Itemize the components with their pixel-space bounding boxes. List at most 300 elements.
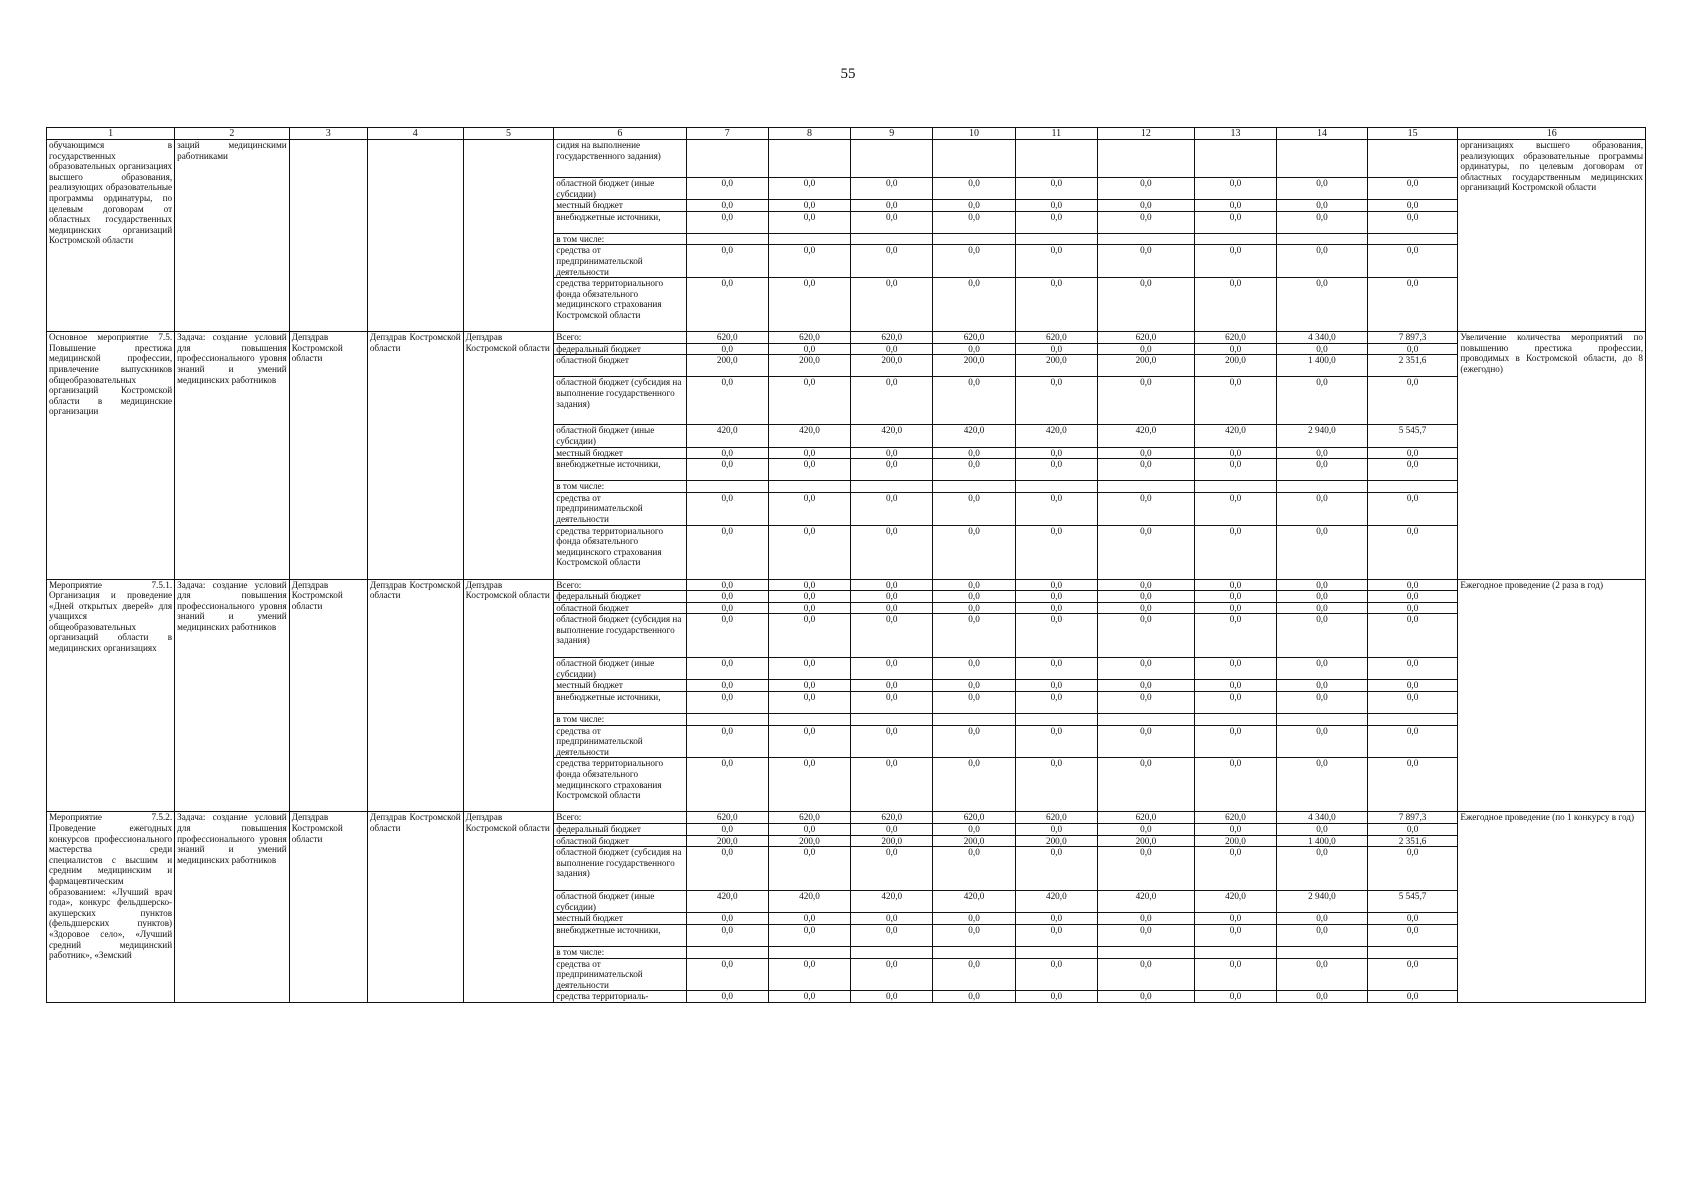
column-number: 2 xyxy=(175,128,290,140)
amount-cell: 0,0 xyxy=(933,913,1015,925)
amount-cell: 0,0 xyxy=(851,579,933,591)
amount-cell: 0,0 xyxy=(1097,492,1194,525)
amount-cell xyxy=(768,140,850,178)
amount-cell: 0,0 xyxy=(933,211,1015,233)
column-number: 8 xyxy=(768,128,850,140)
amount-cell: 0,0 xyxy=(1015,447,1097,459)
column-number: 16 xyxy=(1458,128,1646,140)
amount-cell: 0,0 xyxy=(933,492,1015,525)
amount-cell: 0,0 xyxy=(768,525,850,579)
amount-cell: 0,0 xyxy=(933,278,1015,332)
amount-cell: 0,0 xyxy=(1194,725,1276,758)
amount-cell xyxy=(851,947,933,959)
amount-cell: 0,0 xyxy=(768,692,850,714)
funding-source-cell: областной бюджет xyxy=(554,355,686,377)
amount-cell: 0,0 xyxy=(768,377,850,425)
amount-cell: 0,0 xyxy=(768,847,850,891)
task-cell: заций медицинскими работниками xyxy=(175,140,290,332)
amount-cell: 0,0 xyxy=(1097,278,1194,332)
amount-cell: 0,0 xyxy=(851,925,933,947)
funding-source-cell: в том числе: xyxy=(554,947,686,959)
amount-cell: 0,0 xyxy=(933,925,1015,947)
amount-cell: 620,0 xyxy=(1015,812,1097,824)
amount-cell: 0,0 xyxy=(686,591,768,603)
participant-cell: Депздрав Костромской области xyxy=(463,579,554,812)
amount-cell: 0,0 xyxy=(686,680,768,692)
amount-cell: 0,0 xyxy=(686,447,768,459)
amount-cell: 0,0 xyxy=(1367,991,1458,1003)
funding-source-cell: средства территориаль- xyxy=(554,991,686,1003)
amount-cell: 0,0 xyxy=(933,958,1015,991)
amount-cell: 0,0 xyxy=(1277,492,1368,525)
amount-cell: 0,0 xyxy=(933,447,1015,459)
amount-cell: 200,0 xyxy=(851,355,933,377)
funding-source-cell: областной бюджет (субсидия на выполнение государственного задания) xyxy=(554,377,686,425)
funding-source-cell: федеральный бюджет xyxy=(554,591,686,603)
amount-cell: 0,0 xyxy=(1194,913,1276,925)
amount-cell xyxy=(768,714,850,726)
column-number: 10 xyxy=(933,128,1015,140)
amount-cell: 0,0 xyxy=(851,692,933,714)
column-number: 15 xyxy=(1367,128,1458,140)
amount-cell: 0,0 xyxy=(1097,692,1194,714)
amount-cell: 0,0 xyxy=(1097,925,1194,947)
amount-cell: 0,0 xyxy=(1015,925,1097,947)
amount-cell xyxy=(1015,714,1097,726)
amount-cell: 0,0 xyxy=(1015,178,1097,200)
table-row xyxy=(47,332,1646,344)
amount-cell: 0,0 xyxy=(933,377,1015,425)
amount-cell: 0,0 xyxy=(1367,591,1458,603)
amount-cell: 200,0 xyxy=(1194,355,1276,377)
amount-cell: 0,0 xyxy=(851,377,933,425)
amount-cell: 0,0 xyxy=(768,459,850,481)
amount-cell: 0,0 xyxy=(851,991,933,1003)
amount-cell: 0,0 xyxy=(933,658,1015,680)
amount-cell: 0,0 xyxy=(1367,614,1458,658)
amount-cell: 420,0 xyxy=(1097,891,1194,913)
participant-cell: Депздрав Костромской области xyxy=(463,332,554,579)
amount-cell: 7 897,3 xyxy=(1367,332,1458,344)
amount-cell: 0,0 xyxy=(1277,658,1368,680)
amount-cell: 0,0 xyxy=(1277,847,1368,891)
amount-cell xyxy=(768,947,850,959)
amount-cell: 0,0 xyxy=(1097,525,1194,579)
page-number: 55 xyxy=(840,66,856,82)
funding-source-cell: областной бюджет xyxy=(554,835,686,847)
amount-cell: 0,0 xyxy=(768,447,850,459)
funding-source-cell: областной бюджет (субсидия на выполнение государственного задания) xyxy=(554,847,686,891)
amount-cell: 0,0 xyxy=(686,211,768,233)
amount-cell: 0,0 xyxy=(851,680,933,692)
amount-cell: 0,0 xyxy=(933,579,1015,591)
amount-cell xyxy=(1194,233,1276,245)
funding-source-cell: местный бюджет xyxy=(554,447,686,459)
amount-cell: 0,0 xyxy=(1277,377,1368,425)
amount-cell: 0,0 xyxy=(851,343,933,355)
amount-cell: 0,0 xyxy=(933,525,1015,579)
amount-cell: 0,0 xyxy=(768,925,850,947)
amount-cell: 0,0 xyxy=(686,178,768,200)
amount-cell: 420,0 xyxy=(1015,425,1097,447)
funding-source-cell: местный бюджет xyxy=(554,200,686,212)
amount-cell: 0,0 xyxy=(1367,680,1458,692)
amount-cell: 0,0 xyxy=(686,525,768,579)
amount-cell: 0,0 xyxy=(1015,343,1097,355)
amount-cell: 200,0 xyxy=(1097,355,1194,377)
amount-cell: 0,0 xyxy=(768,991,850,1003)
amount-cell: 620,0 xyxy=(851,332,933,344)
amount-cell xyxy=(686,140,768,178)
amount-cell: 0,0 xyxy=(768,178,850,200)
amount-cell: 0,0 xyxy=(1015,579,1097,591)
amount-cell: 0,0 xyxy=(851,824,933,836)
amount-cell: 0,0 xyxy=(1367,200,1458,212)
column-number: 6 xyxy=(554,128,686,140)
amount-cell: 0,0 xyxy=(768,602,850,614)
amount-cell: 0,0 xyxy=(768,958,850,991)
amount-cell: 0,0 xyxy=(933,343,1015,355)
amount-cell: 0,0 xyxy=(768,211,850,233)
amount-cell: 0,0 xyxy=(1194,211,1276,233)
amount-cell: 0,0 xyxy=(768,680,850,692)
amount-cell: 0,0 xyxy=(1097,614,1194,658)
table-row xyxy=(47,812,1646,824)
amount-cell: 0,0 xyxy=(1277,211,1368,233)
measures-table xyxy=(46,127,1646,1003)
amount-cell: 0,0 xyxy=(1097,591,1194,603)
amount-cell: 0,0 xyxy=(1194,447,1276,459)
amount-cell: 420,0 xyxy=(1097,425,1194,447)
amount-cell: 0,0 xyxy=(1194,591,1276,603)
amount-cell: 0,0 xyxy=(851,459,933,481)
amount-cell: 0,0 xyxy=(1277,579,1368,591)
amount-cell: 0,0 xyxy=(1015,725,1097,758)
funding-source-cell: областной бюджет (иные субсидии) xyxy=(554,891,686,913)
amount-cell: 0,0 xyxy=(1097,459,1194,481)
amount-cell xyxy=(768,233,850,245)
amount-cell: 0,0 xyxy=(1277,758,1368,812)
amount-cell: 0,0 xyxy=(933,847,1015,891)
amount-cell: 420,0 xyxy=(851,891,933,913)
measure-name-cell: Мероприятие 7.5.2. Проведение ежегодных конкурсов профессионального мастерства среди специалистов с высшим и средним медицинским и фармацевтическим образованием: «Лучший врач года», конкурс фельдшерско-акушерских пунктов (фельдшерских пунктов) «Здоровое село», «Лучший средний медицинский работник», «Земский xyxy=(47,812,175,1003)
amount-cell: 2 351,6 xyxy=(1367,355,1458,377)
amount-cell: 0,0 xyxy=(1194,278,1276,332)
amount-cell: 0,0 xyxy=(1277,925,1368,947)
amount-cell: 0,0 xyxy=(851,178,933,200)
amount-cell: 0,0 xyxy=(1277,245,1368,278)
amount-cell: 0,0 xyxy=(1194,958,1276,991)
amount-cell: 0,0 xyxy=(1015,602,1097,614)
amount-cell: 0,0 xyxy=(1097,200,1194,212)
amount-cell: 620,0 xyxy=(1194,332,1276,344)
funding-source-cell: в том числе: xyxy=(554,714,686,726)
amount-cell: 0,0 xyxy=(1194,343,1276,355)
amount-cell: 0,0 xyxy=(851,958,933,991)
amount-cell: 1 400,0 xyxy=(1277,355,1368,377)
amount-cell xyxy=(1367,947,1458,959)
amount-cell: 0,0 xyxy=(1277,200,1368,212)
table-row xyxy=(47,579,1646,591)
funding-source-cell: областной бюджет (иные субсидии) xyxy=(554,658,686,680)
amount-cell: 0,0 xyxy=(1015,278,1097,332)
amount-cell: 0,0 xyxy=(1015,211,1097,233)
amount-cell: 0,0 xyxy=(1367,758,1458,812)
amount-cell: 0,0 xyxy=(851,211,933,233)
amount-cell: 0,0 xyxy=(1367,602,1458,614)
amount-cell: 0,0 xyxy=(1015,245,1097,278)
column-number: 5 xyxy=(463,128,554,140)
measure-name-cell: Мероприятие 7.5.1. Организация и проведение «Дней открытых дверей» для учащихся общеобразовательных организаций области в медицинских организациях xyxy=(47,579,175,812)
amount-cell xyxy=(1277,233,1368,245)
amount-cell: 0,0 xyxy=(1194,991,1276,1003)
amount-cell: 0,0 xyxy=(851,591,933,603)
column-number: 1 xyxy=(47,128,175,140)
amount-cell: 0,0 xyxy=(1367,925,1458,947)
amount-cell: 0,0 xyxy=(686,602,768,614)
amount-cell: 0,0 xyxy=(1015,377,1097,425)
amount-cell: 0,0 xyxy=(851,200,933,212)
amount-cell: 0,0 xyxy=(1097,602,1194,614)
amount-cell: 200,0 xyxy=(1015,355,1097,377)
amount-cell: 0,0 xyxy=(1015,680,1097,692)
amount-cell xyxy=(1015,140,1097,178)
funding-source-cell: областной бюджет (субсидия на выполнение государственного задания) xyxy=(554,614,686,658)
amount-cell xyxy=(933,233,1015,245)
amount-cell: 0,0 xyxy=(1367,278,1458,332)
funding-source-cell: местный бюджет xyxy=(554,913,686,925)
amount-cell: 0,0 xyxy=(686,579,768,591)
amount-cell: 0,0 xyxy=(686,692,768,714)
amount-cell: 420,0 xyxy=(686,425,768,447)
amount-cell: 0,0 xyxy=(851,245,933,278)
amount-cell xyxy=(933,947,1015,959)
amount-cell: 0,0 xyxy=(1277,525,1368,579)
amount-cell: 0,0 xyxy=(1194,758,1276,812)
amount-cell: 0,0 xyxy=(1367,692,1458,714)
amount-cell xyxy=(933,481,1015,493)
amount-cell: 420,0 xyxy=(1194,891,1276,913)
coexecutor-cell: Депздрав Костромской области xyxy=(367,579,463,812)
amount-cell: 200,0 xyxy=(686,835,768,847)
funding-source-cell: средства территориального фонда обязательного медицинского страхования Костромской области xyxy=(554,758,686,812)
amount-cell: 0,0 xyxy=(851,725,933,758)
amount-cell: 0,0 xyxy=(933,758,1015,812)
task-cell: Задача: создание условий для повышения профессионального уровня знаний и умений медицинских работников xyxy=(175,332,290,579)
funding-source-cell: внебюджетные источники, xyxy=(554,211,686,233)
column-number: 13 xyxy=(1194,128,1276,140)
funding-source-cell: внебюджетные источники, xyxy=(554,925,686,947)
amount-cell: 0,0 xyxy=(686,614,768,658)
funding-source-cell: средства от предпринимательской деятельности xyxy=(554,492,686,525)
executor-cell: Депздрав Костромской области xyxy=(289,579,367,812)
amount-cell xyxy=(1015,233,1097,245)
amount-cell: 5 545,7 xyxy=(1367,425,1458,447)
amount-cell: 0,0 xyxy=(1015,758,1097,812)
amount-cell: 0,0 xyxy=(1097,758,1194,812)
amount-cell: 0,0 xyxy=(1367,245,1458,278)
amount-cell: 0,0 xyxy=(1277,343,1368,355)
funding-source-cell: в том числе: xyxy=(554,233,686,245)
amount-cell: 200,0 xyxy=(1015,835,1097,847)
amount-cell: 0,0 xyxy=(851,492,933,525)
amount-cell: 0,0 xyxy=(768,492,850,525)
amount-cell: 0,0 xyxy=(686,824,768,836)
amount-cell: 4 340,0 xyxy=(1277,812,1368,824)
amount-cell: 200,0 xyxy=(933,835,1015,847)
amount-cell: 420,0 xyxy=(768,891,850,913)
amount-cell: 0,0 xyxy=(1277,913,1368,925)
amount-cell: 0,0 xyxy=(768,343,850,355)
amount-cell: 0,0 xyxy=(1367,492,1458,525)
amount-cell: 0,0 xyxy=(1015,614,1097,658)
amount-cell xyxy=(851,140,933,178)
amount-cell: 0,0 xyxy=(1367,579,1458,591)
amount-cell: 0,0 xyxy=(686,913,768,925)
amount-cell: 0,0 xyxy=(851,278,933,332)
amount-cell: 0,0 xyxy=(933,591,1015,603)
amount-cell: 4 340,0 xyxy=(1277,332,1368,344)
amount-cell: 0,0 xyxy=(933,725,1015,758)
amount-cell: 0,0 xyxy=(1015,492,1097,525)
column-number-row xyxy=(47,128,1646,140)
amount-cell: 0,0 xyxy=(768,278,850,332)
amount-cell: 620,0 xyxy=(686,332,768,344)
amount-cell: 0,0 xyxy=(686,245,768,278)
amount-cell: 0,0 xyxy=(1015,525,1097,579)
amount-cell: 0,0 xyxy=(1367,658,1458,680)
amount-cell xyxy=(1367,233,1458,245)
amount-cell xyxy=(1015,947,1097,959)
amount-cell: 0,0 xyxy=(768,758,850,812)
measure-name-cell: Основное мероприятие 7.5. Повышение престижа медицинской профессии, привлечение выпускников общеобразовательных организаций Костромской области в медицинские организации xyxy=(47,332,175,579)
amount-cell: 0,0 xyxy=(768,614,850,658)
amount-cell: 0,0 xyxy=(1367,525,1458,579)
amount-cell: 420,0 xyxy=(686,891,768,913)
amount-cell: 0,0 xyxy=(1194,824,1276,836)
amount-cell: 0,0 xyxy=(686,658,768,680)
amount-cell: 620,0 xyxy=(1097,332,1194,344)
amount-cell: 0,0 xyxy=(768,579,850,591)
funding-source-cell: сидия на выполнение государственного задания) xyxy=(554,140,686,178)
column-number: 9 xyxy=(851,128,933,140)
column-number: 12 xyxy=(1097,128,1194,140)
amount-cell: 0,0 xyxy=(768,245,850,278)
amount-cell: 420,0 xyxy=(933,425,1015,447)
amount-cell: 2 940,0 xyxy=(1277,891,1368,913)
amount-cell: 0,0 xyxy=(1015,459,1097,481)
amount-cell: 620,0 xyxy=(1097,812,1194,824)
amount-cell: 0,0 xyxy=(1097,211,1194,233)
amount-cell: 0,0 xyxy=(1097,178,1194,200)
coexecutor-cell: Депздрав Костромской области xyxy=(367,332,463,579)
amount-cell: 0,0 xyxy=(686,725,768,758)
amount-cell: 0,0 xyxy=(1194,680,1276,692)
coexecutor-cell xyxy=(367,140,463,332)
amount-cell: 0,0 xyxy=(1194,200,1276,212)
amount-cell xyxy=(1194,714,1276,726)
funding-source-cell: внебюджетные источники, xyxy=(554,692,686,714)
amount-cell: 0,0 xyxy=(1097,447,1194,459)
amount-cell: 0,0 xyxy=(1015,913,1097,925)
amount-cell: 0,0 xyxy=(1194,459,1276,481)
amount-cell: 0,0 xyxy=(1367,178,1458,200)
amount-cell xyxy=(1097,140,1194,178)
amount-cell: 200,0 xyxy=(686,355,768,377)
amount-cell: 2 940,0 xyxy=(1277,425,1368,447)
amount-cell xyxy=(686,233,768,245)
amount-cell: 0,0 xyxy=(1277,178,1368,200)
amount-cell: 0,0 xyxy=(768,913,850,925)
amount-cell: 0,0 xyxy=(768,591,850,603)
amount-cell: 200,0 xyxy=(768,355,850,377)
column-number: 14 xyxy=(1277,128,1368,140)
amount-cell xyxy=(686,947,768,959)
amount-cell xyxy=(1367,714,1458,726)
amount-cell: 420,0 xyxy=(933,891,1015,913)
amount-cell xyxy=(1194,481,1276,493)
amount-cell: 0,0 xyxy=(1277,680,1368,692)
funding-source-cell: федеральный бюджет xyxy=(554,343,686,355)
amount-cell: 0,0 xyxy=(1194,847,1276,891)
amount-cell: 0,0 xyxy=(1277,725,1368,758)
amount-cell: 200,0 xyxy=(851,835,933,847)
column-number: 3 xyxy=(289,128,367,140)
amount-cell xyxy=(768,481,850,493)
amount-cell: 0,0 xyxy=(1097,680,1194,692)
amount-cell: 0,0 xyxy=(933,680,1015,692)
amount-cell: 0,0 xyxy=(1367,824,1458,836)
amount-cell xyxy=(686,714,768,726)
amount-cell: 0,0 xyxy=(1277,602,1368,614)
funding-source-cell: областной бюджет (иные субсидии) xyxy=(554,425,686,447)
amount-cell: 0,0 xyxy=(1277,958,1368,991)
amount-cell: 0,0 xyxy=(1367,211,1458,233)
amount-cell: 0,0 xyxy=(933,614,1015,658)
amount-cell: 0,0 xyxy=(1367,958,1458,991)
amount-cell: 0,0 xyxy=(1097,847,1194,891)
amount-cell: 420,0 xyxy=(1015,891,1097,913)
amount-cell: 200,0 xyxy=(1097,835,1194,847)
task-cell: Задача: создание условий для повышения профессионального уровня знаний и умений медицинских работников xyxy=(175,812,290,1003)
amount-cell: 0,0 xyxy=(1367,725,1458,758)
amount-cell: 200,0 xyxy=(768,835,850,847)
amount-cell: 5 545,7 xyxy=(1367,891,1458,913)
amount-cell: 0,0 xyxy=(1194,579,1276,591)
funding-source-cell: Всего: xyxy=(554,332,686,344)
amount-cell xyxy=(1367,481,1458,493)
amount-cell: 0,0 xyxy=(1097,579,1194,591)
amount-cell: 0,0 xyxy=(1097,658,1194,680)
amount-cell: 0,0 xyxy=(768,200,850,212)
amount-cell: 0,0 xyxy=(1015,658,1097,680)
amount-cell: 0,0 xyxy=(851,525,933,579)
amount-cell: 0,0 xyxy=(686,847,768,891)
amount-cell: 0,0 xyxy=(768,658,850,680)
amount-cell xyxy=(851,481,933,493)
amount-cell: 0,0 xyxy=(1277,278,1368,332)
amount-cell: 0,0 xyxy=(768,824,850,836)
funding-source-cell: средства от предпринимательской деятельности xyxy=(554,958,686,991)
amount-cell: 0,0 xyxy=(686,991,768,1003)
amount-cell: 0,0 xyxy=(686,459,768,481)
funding-source-cell: средства территориального фонда обязательного медицинского страхования Костромской области xyxy=(554,525,686,579)
executor-cell xyxy=(289,140,367,332)
amount-cell: 1 400,0 xyxy=(1277,835,1368,847)
amount-cell: 0,0 xyxy=(1194,525,1276,579)
participant-cell xyxy=(463,140,554,332)
expected-result-cell: Увеличение количества мероприятий по повышению престижа профессии, проводимых в Костромской области, до 8 (ежегодно) xyxy=(1458,332,1646,579)
